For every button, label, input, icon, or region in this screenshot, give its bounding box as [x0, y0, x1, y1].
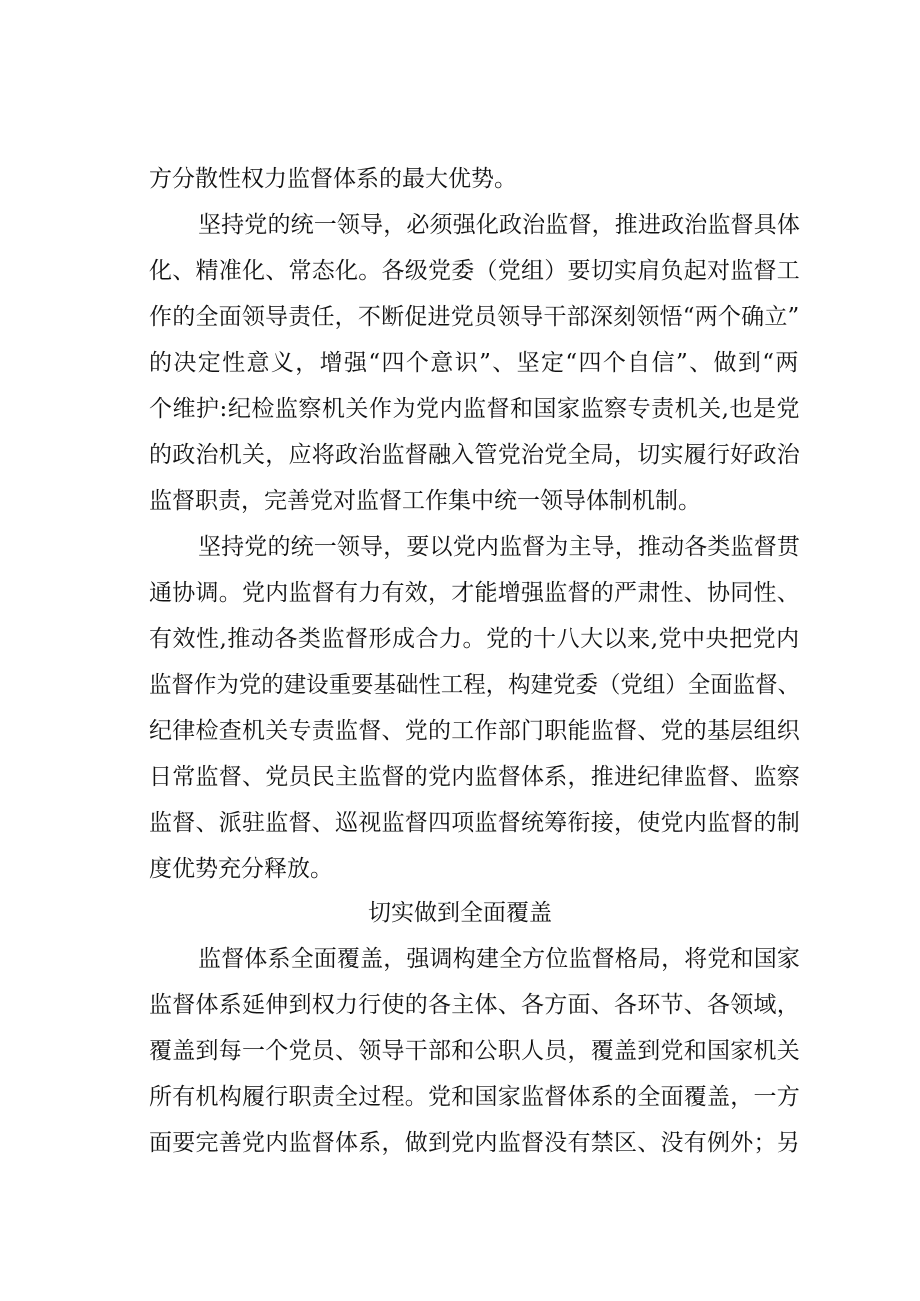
text-line: 有效性,推动各类监督形成合力。党的十八大以来,党中央把党内	[149, 626, 800, 652]
text-line: 所有机构履行职责全过程。党和国家监督体系的全面覆盖，一方	[149, 1084, 800, 1110]
text-line: 化、精准化、常态化。各级党委（党组）要切实肩负起对监督工	[149, 258, 800, 284]
text-line: 方分散性权力监督体系的最大优势。	[149, 166, 517, 192]
text-line: 监督职责，完善党对监督工作集中统一领导体制机制。	[149, 488, 701, 514]
paragraph-first-line: 监督体系全面覆盖，强调构建全方位监督格局，将党和国家	[198, 946, 800, 972]
text-line: 监督体系延伸到权力行使的各主体、各方面、各环节、各领域，	[149, 992, 800, 1018]
text-line: 度优势充分释放。	[149, 856, 333, 882]
text-line: 覆盖到每一个党员、领导干部和公职人员，覆盖到党和国家机关	[149, 1038, 800, 1064]
text-line: 作的全面领导责任，不断促进党员领导干部深刻领悟“两个确立”	[149, 304, 800, 330]
text-line: 监督作为党的建设重要基础性工程，构建党委（党组）全面监督、	[149, 672, 800, 698]
text-line: 的政治机关，应将政治监督融入管党治党全局，切实履行好政治	[149, 442, 800, 468]
text-line: 日常监督、党员民主监督的党内监督体系，推进纪律监督、监察	[149, 764, 800, 790]
text-line: 监督、派驻监督、巡视监督四项监督统筹衔接，使党内监督的制	[149, 810, 800, 836]
paragraph-first-line: 坚持党的统一领导，必须强化政治监督，推进政治监督具体	[198, 212, 800, 238]
section-heading: 切实做到全面覆盖	[368, 900, 552, 926]
text-line: 纪律检查机关专责监督、党的工作部门职能监督、党的基层组织	[149, 718, 800, 744]
text-line: 面要完善党内监督体系，做到党内监督没有禁区、没有例外；另	[149, 1130, 800, 1156]
text-line: 的决定性意义，增强“四个意识”、坚定“四个自信”、做到“两	[149, 350, 800, 376]
text-line: 通协调。党内监督有力有效，才能增强监督的严肃性、协同性、	[149, 580, 800, 606]
paragraph-first-line: 坚持党的统一领导，要以党内监督为主导，推动各类监督贯	[198, 534, 800, 560]
text-line: 个维护:纪检监察机关作为党内监督和国家监察专责机关,也是党	[149, 396, 801, 422]
